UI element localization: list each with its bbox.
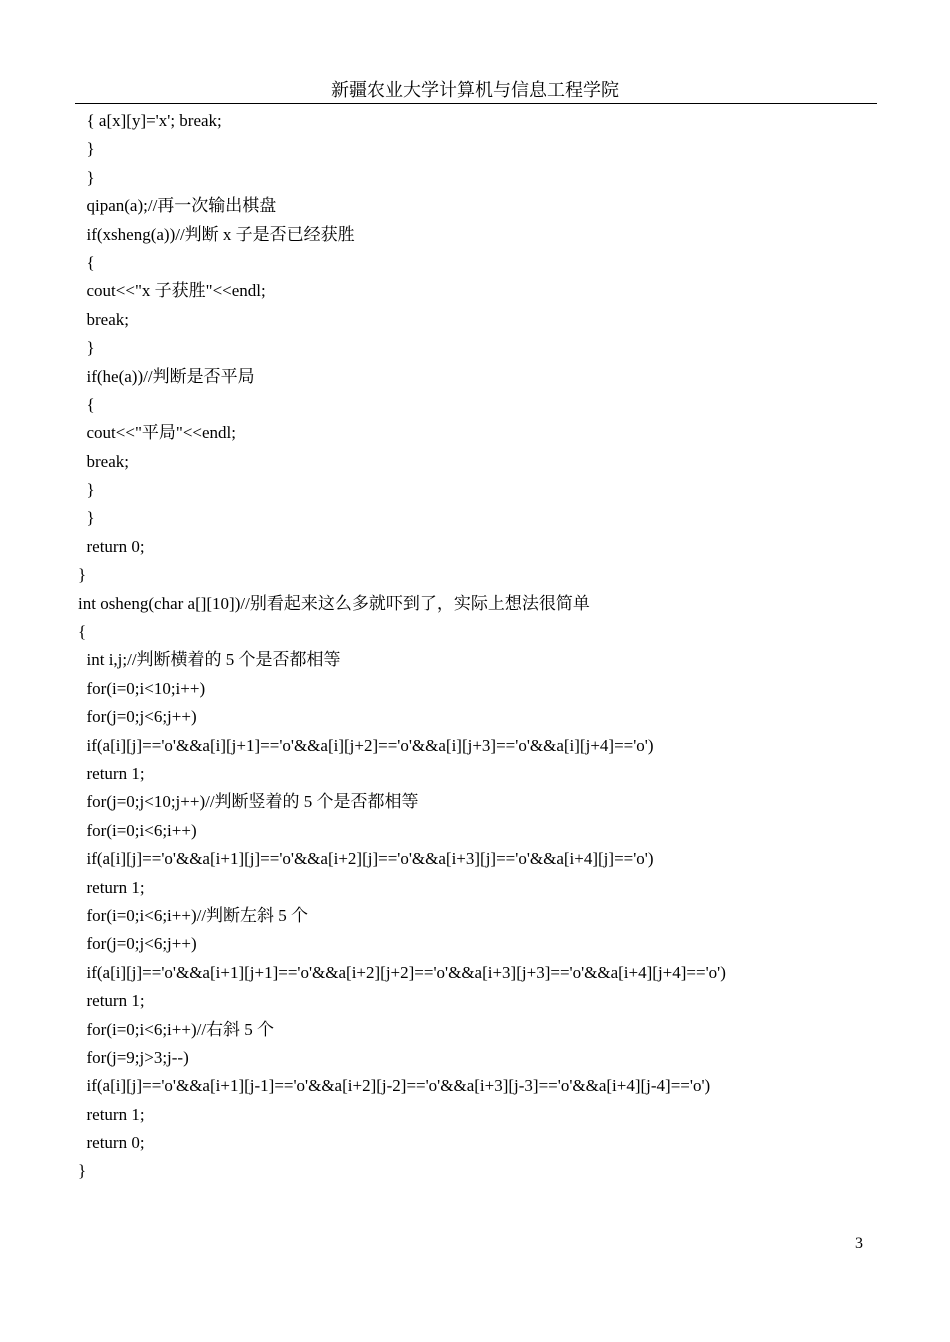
code-line: return 1; — [78, 877, 145, 897]
code-line: { — [78, 394, 95, 414]
code-line: for(i=0;i<6;i++)//右斜 5 个 — [78, 1019, 275, 1039]
code-line: break; — [78, 451, 129, 471]
code-line: if(a[i][j]=='o'&&a[i+1][j-1]=='o'&&a[i+2][j-2]=='o'&&a[i+3][j-3]=='o'&&a[i+4][j-4]=='o') — [78, 1076, 711, 1096]
code-line: qipan(a);//再一次输出棋盘 — [78, 196, 277, 216]
page-header-title: 新疆农业大学计算机与信息工程学院 — [331, 80, 619, 100]
code-line: for(i=0;i<10;i++) — [78, 678, 206, 698]
code-line: } — [78, 480, 95, 500]
code-line: return 1; — [78, 763, 145, 783]
code-line: } — [78, 167, 95, 187]
code-line: for(j=9;j>3;j--) — [78, 1047, 189, 1067]
code-line: if(a[i][j]=='o'&&a[i+1][j]=='o'&&a[i+2][j]=='o'&&a[i+3][j]=='o'&&a[i+4][j]=='o') — [78, 849, 654, 869]
code-line: return 0; — [78, 1133, 145, 1153]
code-line: for(i=0;i<6;i++) — [78, 820, 197, 840]
code-line: { a[x][y]='x'; break; — [78, 111, 222, 130]
code-line: return 0; — [78, 536, 145, 556]
code-line: } — [78, 1161, 87, 1181]
code-line: for(j=0;j<6;j++) — [78, 707, 197, 727]
code-line: if(a[i][j]=='o'&&a[i][j+1]=='o'&&a[i][j+2]=='o'&&a[i][j+3]=='o'&&a[i][j+4]=='o') — [78, 735, 654, 755]
code-line: for(i=0;i<6;i++)//判断左斜 5 个 — [78, 905, 309, 925]
code-line: return 1; — [78, 991, 145, 1011]
code-line: for(j=0;j<10;j++)//判断竖着的 5 个是否都相等 — [78, 792, 419, 812]
code-line: if(xsheng(a))//判断 x 子是否已经获胜 — [78, 224, 355, 244]
code-line: if(a[i][j]=='o'&&a[i+1][j+1]=='o'&&a[i+2][j+2]=='o'&&a[i+3][j+3]=='o'&&a[i+4][j+4]=='o') — [78, 962, 726, 982]
code-line: break; — [78, 309, 129, 329]
code-line: } — [78, 139, 95, 159]
code-line: { — [78, 252, 95, 272]
code-line: int i,j;//判断横着的 5 个是否都相等 — [78, 650, 341, 670]
page-number: 3 — [855, 1235, 863, 1252]
header-divider — [75, 103, 877, 104]
code-line: } — [78, 565, 87, 585]
code-line: for(j=0;j<6;j++) — [78, 934, 197, 954]
code-line: int osheng(char a[][10])//别看起来这么多就吓到了，实际上想法很简单 — [78, 593, 590, 613]
code-line: return 1; — [78, 1104, 145, 1124]
code-line: { — [78, 622, 87, 642]
code-listing — [78, 107, 898, 1186]
code-line: } — [78, 338, 95, 358]
code-line: } — [78, 508, 95, 528]
code-line: cout<<"x 子获胜"<<endl; — [78, 281, 266, 301]
code-line: cout<<"平局"<<endl; — [78, 423, 236, 443]
code-line: if(he(a))//判断是否平局 — [78, 366, 255, 386]
